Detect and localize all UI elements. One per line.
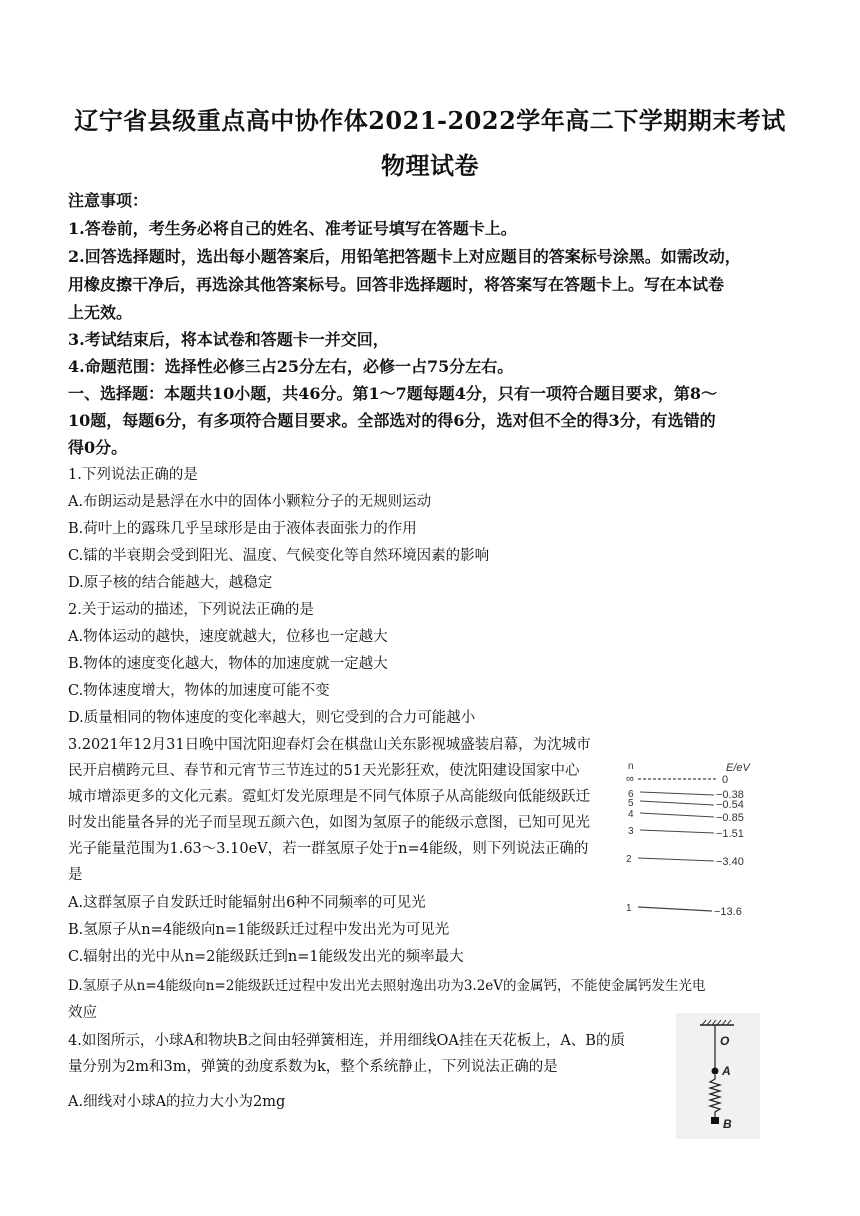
- q2-stem: 2.关于运动的描述，下列说法正确的是: [68, 602, 314, 618]
- q1-option-a: A.布朗运动是悬浮在水中的固体小颗粒分子的无规则运动: [68, 494, 432, 510]
- q3-stem-line-3: 城市增添更多的文化元素。霓虹灯发光原理是不同气体原子从高能级向低能级跃迁: [68, 789, 590, 805]
- section-heading-line-3: 得0分。: [68, 438, 128, 457]
- notes-item-2-line-3: 上无效。: [68, 303, 133, 322]
- ball-a: [712, 1068, 719, 1075]
- q3-stem-line-1: 3.2021年12月31日晚中国沈阳迎春灯会在棋盘山关东影视城盛装启幕，为沈城市: [68, 737, 591, 753]
- level-e-inf: 0: [722, 774, 729, 786]
- notes-item-2-line-1: 2.回答选择题时，选出每小题答案后，用铅笔把答题卡上对应题目的答案标号涂黑。如需改动，: [68, 247, 741, 266]
- spring-mass-figure: [676, 1013, 760, 1139]
- level-e-6: −0.38: [716, 789, 744, 801]
- exam-title: 辽宁省县级重点高中协作体2021-2022学年高二下学期期末考试: [74, 106, 786, 135]
- energy-level-diagram: [618, 755, 770, 930]
- q3-stem-line-6: 是: [68, 867, 83, 883]
- q1-option-b: B.荷叶上的露珠几乎呈球形是由于液体表面张力的作用: [68, 521, 417, 537]
- q3-option-b: B.氢原子从n=4能级向n=1能级跃迁过程中发出光为可见光: [68, 922, 450, 938]
- level-n-inf: ∞: [626, 773, 634, 785]
- q4-stem-line-1: 4.如图所示，小球A和物块B之间由轻弹簧相连，并用细线OA挂在天花板上，A、B的质: [68, 1033, 625, 1049]
- block-b: [711, 1117, 719, 1124]
- q3-option-a: A.这群氢原子自发跃迁时能辐射出6种不同频率的可见光: [68, 895, 426, 911]
- level-n-1: 1: [626, 903, 632, 914]
- level-line-6: [640, 792, 714, 795]
- q1-option-d: D.原子核的结合能越大，越稳定: [68, 575, 273, 591]
- label-b: B: [723, 1117, 732, 1131]
- q3-stem-line-2: 民开启横跨元旦、春节和元宵节三节连过的51天光影狂欢，使沈阳建设国家中心: [68, 763, 580, 779]
- notes-item-4: 4.命题范围：选择性必修三占25分左右，必修一占75分左右。: [68, 357, 514, 376]
- level-n-5: 5: [628, 798, 634, 809]
- section-heading-line-1: 一、选择题：本题共10小题，共46分。第1～7题每题4分，只有一项符合题目要求，第8～: [68, 384, 718, 403]
- section-heading-line-2: 10题，每题6分，有多项符合题目要求。全部选对的得6分，选对但不全的得3分，有选错的: [68, 411, 716, 430]
- level-e-4: −0.85: [716, 812, 744, 824]
- q2-option-c: C.物体速度增大，物体的加速度可能不变: [68, 683, 330, 699]
- level-line-4: [640, 813, 714, 817]
- notes-heading: 注意事项：: [68, 191, 149, 210]
- q3-option-d-line-1: D.氢原子从n=4能级向n=2能级跃迁过程中发出光去照射逸出功为3.2eV的金属钙，不能使金属钙发生光电: [68, 978, 706, 994]
- label-a: A: [722, 1064, 731, 1078]
- level-n-4: 4: [628, 809, 634, 820]
- q3-stem-line-5: 光子能量范围为1.63～3.10eV，若一群氢原子处于n=4能级，则下列说法正确的: [68, 841, 589, 857]
- energy-unit-label: E/eV: [726, 762, 750, 774]
- level-e-5: −0.54: [716, 799, 744, 811]
- q1-stem: 1.下列说法正确的是: [68, 467, 198, 483]
- exam-subtitle: 物理试卷: [381, 151, 479, 180]
- level-n-6: 6: [628, 789, 634, 800]
- q3-option-d-line-2: 效应: [68, 1005, 97, 1021]
- label-o: O: [720, 1034, 730, 1048]
- level-e-3: −1.51: [716, 828, 744, 840]
- level-e-1: −13.6: [714, 906, 742, 918]
- level-line-1: [638, 907, 712, 911]
- q2-option-a: A.物体运动的越快，速度就越大，位移也一定越大: [68, 629, 388, 645]
- q2-option-d: D.质量相同的物体速度的变化率越大，则它受到的合力可能越小: [68, 710, 476, 726]
- q1-option-c: C.镭的半衰期会受到阳光、温度、气候变化等自然环境因素的影响: [68, 548, 490, 564]
- q3-stem-line-4: 时发出能量各异的光子而呈现五颜六色，如图为氢原子的能级示意图，已知可见光: [68, 815, 590, 831]
- level-line-2: [638, 858, 714, 861]
- notes-item-3: 3.考试结束后，将本试卷和答题卡一并交回，: [68, 330, 389, 349]
- level-line-5: [640, 801, 714, 805]
- q3-option-c: C.辐射出的光中从n=2能级跃迁到n=1能级发出光的频率最大: [68, 949, 464, 965]
- level-line-3: [640, 830, 714, 833]
- level-n-3: 3: [628, 826, 634, 837]
- level-n-2: 2: [626, 854, 632, 865]
- notes-item-1: 1.答卷前，考生务必将自己的姓名、准考证号填写在答题卡上。: [68, 219, 517, 238]
- q2-option-b: B.物体的速度变化越大，物体的加速度就一定越大: [68, 656, 388, 672]
- n-axis-label: n: [628, 761, 634, 772]
- notes-item-2-line-2: 用橡皮擦干净后，再选涂其他答案标号。回答非选择题时，将答案写在答题卡上。写在本试卷: [68, 275, 725, 294]
- q4-option-a: A.细线对小球A的拉力大小为2mg: [68, 1094, 286, 1110]
- level-e-2: −3.40: [716, 856, 744, 868]
- q4-stem-line-2: 量分别为2m和3m，弹簧的劲度系数为k，整个系统静止，下列说法正确的是: [68, 1059, 558, 1075]
